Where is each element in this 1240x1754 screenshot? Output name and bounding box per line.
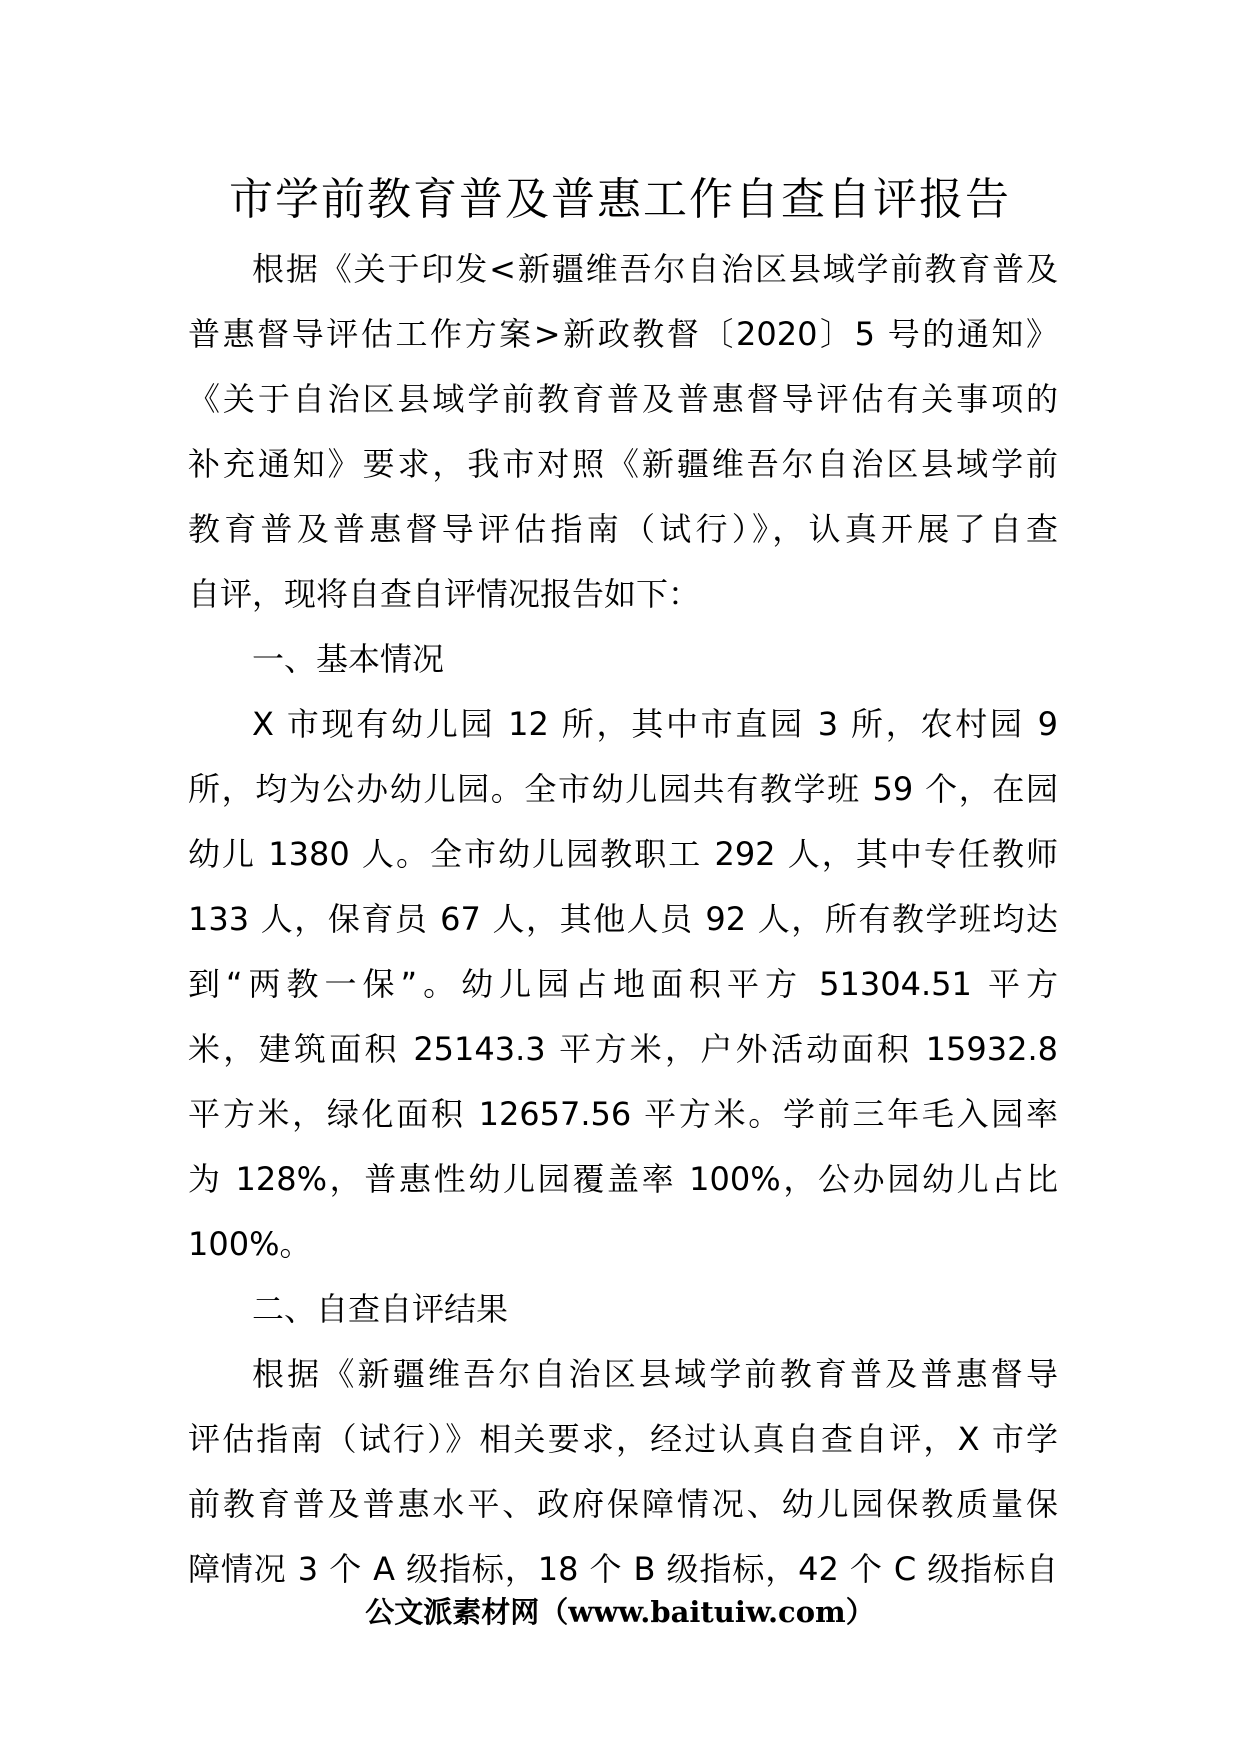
document-body bbox=[188, 237, 1058, 1602]
paragraph-line: 米，建筑面积 25143.3 平方米，户外活动面积 15932.8 bbox=[188, 1030, 1058, 1068]
paragraph-line: 普惠督导评估工作方案>新政教督〔2020〕5 号的通知》 bbox=[188, 315, 1058, 353]
document-title: 市学前教育普及普惠工作自查自评报告 bbox=[229, 174, 1011, 225]
paragraph-line: 100%。 bbox=[188, 1225, 312, 1263]
paragraph-line: 障情况 3 个 A 级指标，18 个 B 级指标，42 个 C 级指标自 bbox=[188, 1550, 1058, 1588]
paragraph-line: X 市现有幼儿园 12 所，其中市直园 3 所，农村园 9 bbox=[252, 705, 1058, 743]
paragraph-line: 《关于自治区县域学前教育普及普惠督导评估有关事项的 bbox=[188, 380, 1058, 418]
paragraph-line: 到“两教一保”。幼儿园占地面积平方 51304.51 平方 bbox=[188, 965, 1058, 1003]
paragraph-line: 幼儿 1380 人。全市幼儿园教职工 292 人，其中专任教师 bbox=[188, 835, 1058, 873]
paragraph-line: 平方米，绿化面积 12657.56 平方米。学前三年毛入园率 bbox=[188, 1095, 1058, 1133]
paragraph-line: 自评，现将自查自评情况报告如下： bbox=[188, 575, 701, 613]
paragraph-line: 所，均为公办幼儿园。全市幼儿园共有教学班 59 个，在园 bbox=[188, 770, 1058, 808]
paragraph-line: 133 人，保育员 67 人，其他人员 92 人，所有教学班均达 bbox=[188, 900, 1058, 938]
paragraph-line: 根据《关于印发<新疆维吾尔自治区县域学前教育普及 bbox=[252, 250, 1058, 288]
section-heading: 二、自查自评结果 bbox=[252, 1290, 509, 1328]
footer-watermark: 公文派素材网（www.baituiw.com） bbox=[365, 1595, 875, 1629]
paragraph-line: 根据《新疆维吾尔自治区县域学前教育普及普惠督导 bbox=[252, 1355, 1058, 1393]
section-heading: 一、基本情况 bbox=[252, 640, 445, 678]
paragraph-line: 评估指南（试行）》相关要求，经过认真自查自评，X 市学 bbox=[188, 1420, 1058, 1458]
paragraph-line: 为 128%，普惠性幼儿园覆盖率 100%，公办园幼儿占比 bbox=[188, 1160, 1058, 1198]
paragraph-line: 补充通知》要求，我市对照《新疆维吾尔自治区县域学前 bbox=[188, 445, 1058, 483]
paragraph-line: 教育普及普惠督导评估指南（试行）》，认真开展了自查 bbox=[188, 510, 1058, 548]
paragraph-line: 前教育普及普惠水平、政府保障情况、幼儿园保教质量保 bbox=[188, 1485, 1058, 1523]
